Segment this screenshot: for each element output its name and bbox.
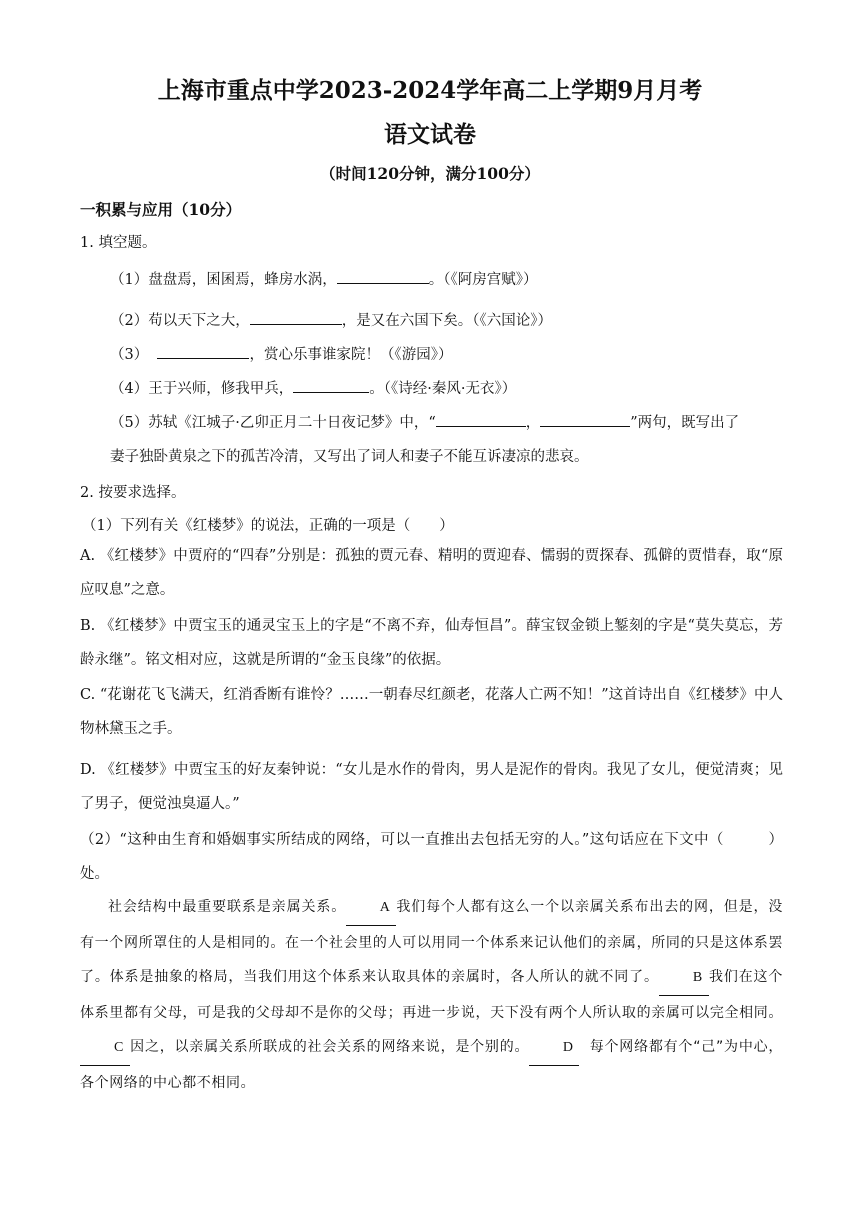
answer-blank[interactable] [157,344,249,359]
reading-passage: 社会结构中最重要联系是亲属关系。 A 我们每个人都有这么一个以亲属关系布出去的网，但是，没有一个网所罩住的人是相同的。在一个社会里的人可以用同一个体系来记认他们的亲属，所同的只是这体系罢了。体系是抽象的格局，当我们用这个体系来认取具体的亲属时，各人所认的就不同了。 B 我们在这个体系里都有父母，可是我的父母却不是你的父母；再进一步说，天下没有两个人所认取的亲属可以完全相同。C 因之，以亲属关系所联成的社会关系的网络来说，是个别的。 D 每个网络都有个“己”为中心，各个网络的中心都不相同。 [80,890,783,1100]
option-b[interactable]: B. 《红楼梦》中贾宝玉的通灵宝玉上的字是“不离不弃，仙寿恒昌”。薛宝钗金锁上錾刻的字是“莫失莫忘，芳龄永继”。铭文相对应，这就是所谓的“金玉良缘”的依据。 [80,618,783,668]
fill-item-5-continued: 妻子独卧黄泉之下的孤苦冷清，又写出了词人和妻子不能互诉凄凉的悲哀。 [110,449,589,465]
exam-title: 上海市重点中学2023-2024学年高二上学期9月月考 [157,77,703,104]
fill-item-2: （2）苟以天下之大， ，是又在六国下矣。（《六国论》） [110,309,552,330]
option-d[interactable]: D. 《红楼梦》中贾宝玉的好友秦钟说：“女儿是水作的骨肉，男人是泥作的骨肉。我见了女儿，便觉清爽；见了男子，便觉浊臭逼人。” [80,762,783,812]
option-c[interactable]: C. “花谢花飞飞满天，红消香断有谁怜？……一朝春尽红颜老，花落人亡两不知！”这首诗出自《红楼梦》中人物林黛玉之手。 [80,687,783,737]
passage-marker-b[interactable]: B [659,961,709,996]
fill-item-4: （4）王于兴师，修我甲兵， 。（《诗经·秦风·无衣》） [110,377,516,398]
option-a[interactable]: A. 《红楼梦》中贾府的“四春”分别是：孤独的贾元春、精明的贾迎春、懦弱的贾探春、孤僻的贾惜春，取“原应叹息”之意。 [80,548,783,598]
answer-blank[interactable] [540,412,630,427]
fill-item-5: （5）苏轼《江城子·乙卯正月二十日夜记梦》中，“ ， ”两句，既写出了 [110,411,739,432]
question-2-heading: 2. 按要求选择。 [80,485,186,501]
time-score-note: （时间120分钟，满分100分） [320,164,540,183]
question-1-heading: 1. 填空题。 [80,235,157,251]
answer-blank[interactable] [436,412,526,427]
answer-blank[interactable] [293,378,369,393]
fill-item-1: （1）盘盘焉，囷囷焉，蜂房水涡， 。（《阿房宫赋》） [110,268,537,289]
fill-item-3: （3） ，赏心乐事谁家院！（《游园》） [110,343,452,364]
question-2-1-stem: （1）下列有关《红楼梦》的说法，正确的一项是（ ） [82,518,454,534]
answer-blank[interactable] [337,269,429,284]
answer-blank[interactable] [250,310,342,325]
paper-subject: 语文试卷 [384,121,476,148]
section-heading: 一积累与应用（10分） [80,200,242,219]
question-2-2-stem: （2）“这种由生育和婚姻事实所结成的网络，可以一直推出去包括无穷的人。”这句话应在下文中（ ）处。 [80,832,783,882]
passage-marker-a[interactable]: A [346,891,396,926]
passage-marker-c[interactable]: C [80,1031,130,1066]
passage-marker-d[interactable]: D [529,1031,579,1066]
